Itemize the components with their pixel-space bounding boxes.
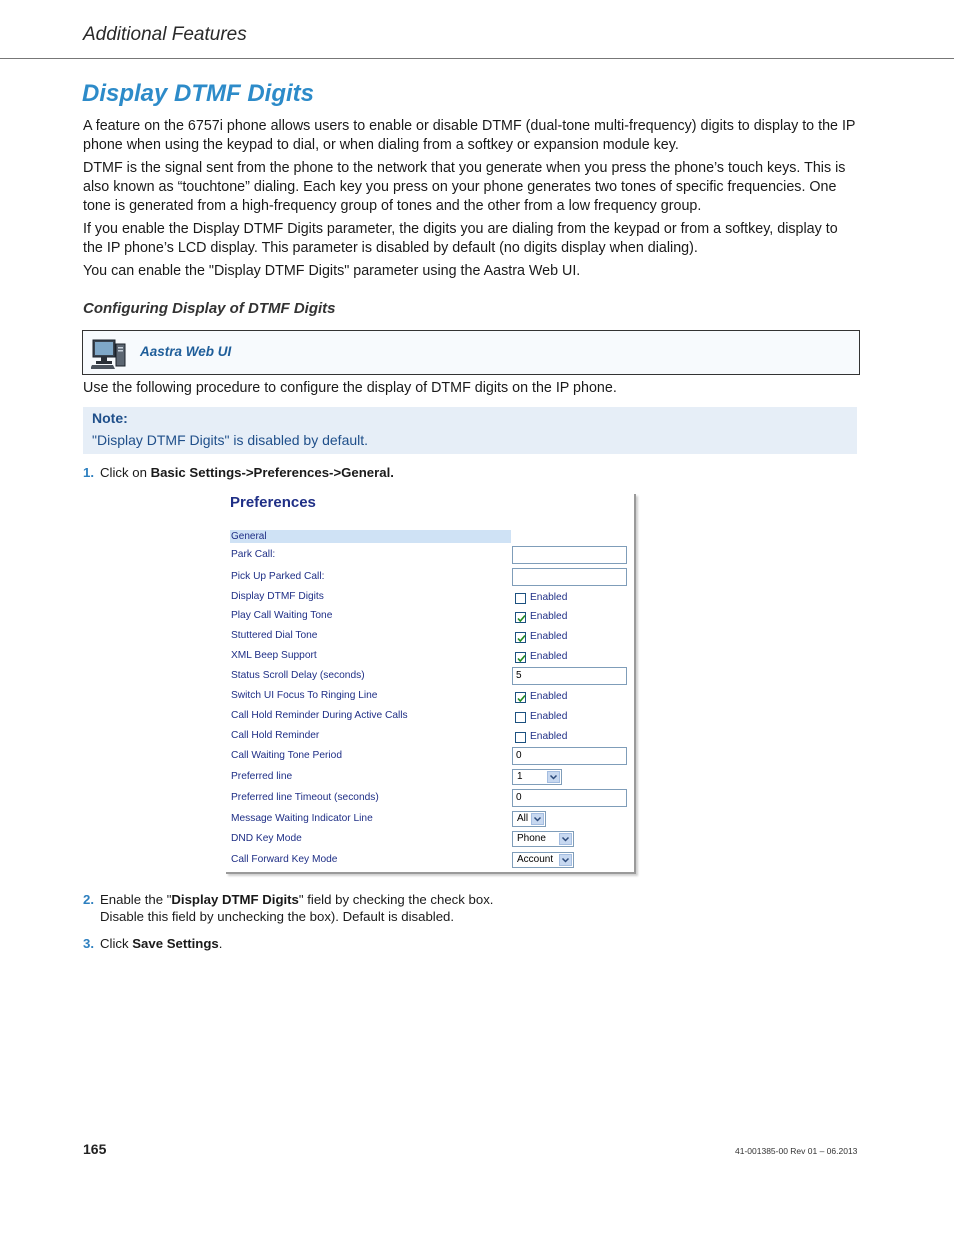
step-text-end: . bbox=[218, 936, 223, 951]
preference-checkbox[interactable] bbox=[515, 632, 526, 643]
preference-text-input[interactable]: 5 bbox=[512, 667, 627, 685]
page-number: 165 bbox=[83, 1141, 107, 1157]
paragraph: You can enable the "Display DTMF Digits" parameter using the Aastra Web UI. bbox=[83, 263, 581, 279]
preference-checkbox-label: Enabled bbox=[530, 731, 568, 742]
preference-checkbox-label: Enabled bbox=[530, 691, 568, 702]
preference-select[interactable] bbox=[512, 852, 574, 868]
preference-text-input[interactable] bbox=[512, 546, 627, 564]
preference-checkbox-label: Enabled bbox=[530, 631, 568, 642]
preferences-title: Preferences bbox=[230, 494, 316, 511]
note-title: Note: bbox=[92, 410, 128, 426]
document-id: 41-001385-00 Rev 01 – 06.2013 bbox=[735, 1146, 858, 1156]
web-ui-box bbox=[82, 330, 860, 375]
preference-checkbox-label: Enabled bbox=[530, 611, 568, 622]
paragraph: If you enable the Display DTMF Digits parameter, the digits you are dialing from the keypad or from a softkey, display to the IP phone’s LCD display. This parameter is disabled by default (no digits display when dialing). bbox=[83, 221, 838, 256]
preference-label: Message Waiting Indicator Line bbox=[231, 813, 373, 824]
preference-checkbox[interactable] bbox=[515, 712, 526, 723]
paragraph: A feature on the 6757i phone allows users to enable or disable DTMF (dual-tone multi-frequency) digits to display to the IP phone when using the keypad to dial, or when dialing from a softkey or expansion module key. bbox=[83, 118, 856, 153]
checkmark-icon bbox=[516, 633, 527, 644]
preference-checkbox[interactable] bbox=[515, 612, 526, 623]
web-ui-label: Aastra Web UI bbox=[140, 344, 232, 359]
preference-label: Status Scroll Delay (seconds) bbox=[231, 670, 365, 681]
step-text: Enable the " bbox=[100, 892, 172, 907]
preference-label: Pick Up Parked Call: bbox=[231, 571, 325, 582]
preference-select[interactable] bbox=[512, 769, 562, 785]
preference-select-value: All bbox=[517, 813, 529, 824]
step-emphasis: Display DTMF Digits bbox=[171, 892, 299, 907]
preference-checkbox[interactable] bbox=[515, 732, 526, 743]
preference-label: Switch UI Focus To Ringing Line bbox=[231, 690, 378, 701]
preference-label: Call Forward Key Mode bbox=[231, 854, 338, 865]
preference-checkbox[interactable] bbox=[515, 692, 526, 703]
sub-heading: Configuring Display of DTMF Digits bbox=[83, 300, 336, 317]
procedure-intro: Use the following procedure to configure the display of DTMF digits on the IP phone. bbox=[83, 380, 617, 396]
paragraph: DTMF is the signal sent from the phone to the network that you generate when you press the phone’s touch keys. This is also known as “touchtone” dialing. Each key you press on your phone generates two tones of specific frequencies. One tone is generated from a high-frequency group of tones and the other from a low frequency group. bbox=[83, 160, 846, 214]
preferences-section-general: General bbox=[230, 530, 511, 543]
preference-label: Call Hold Reminder bbox=[231, 730, 320, 741]
preference-select-value: Phone bbox=[517, 833, 546, 844]
step-emphasis: Basic Settings->Preferences->General. bbox=[150, 465, 394, 480]
step-text: Click on bbox=[100, 465, 151, 480]
preference-text-input[interactable]: 0 bbox=[512, 789, 627, 807]
preference-label: Preferred line bbox=[231, 771, 293, 782]
step-text: Click bbox=[100, 936, 133, 951]
note-box bbox=[83, 407, 857, 454]
chevron-down-icon[interactable] bbox=[559, 854, 572, 866]
preference-label: XML Beep Support bbox=[231, 650, 317, 661]
checkmark-icon bbox=[516, 653, 527, 664]
preference-label: Call Hold Reminder During Active Calls bbox=[231, 710, 408, 721]
preference-select-value: Account bbox=[517, 854, 554, 865]
checkmark-icon bbox=[516, 693, 527, 704]
preference-checkbox[interactable] bbox=[515, 652, 526, 663]
preference-label: Play Call Waiting Tone bbox=[231, 610, 333, 621]
header-divider bbox=[0, 58, 954, 59]
chevron-down-icon[interactable] bbox=[559, 833, 572, 845]
preference-label: Stuttered Dial Tone bbox=[231, 630, 318, 641]
preference-checkbox[interactable] bbox=[515, 593, 526, 604]
page-title: Display DTMF Digits bbox=[82, 80, 315, 107]
preference-label: Park Call: bbox=[231, 549, 276, 560]
preference-label: Display DTMF Digits bbox=[231, 591, 324, 602]
preference-label: DND Key Mode bbox=[231, 833, 302, 844]
step-number: 2. bbox=[83, 892, 94, 907]
step-emphasis: Save Settings bbox=[132, 936, 219, 951]
computer-icon bbox=[91, 336, 127, 370]
checkmark-icon bbox=[516, 613, 527, 624]
step-number: 1. bbox=[83, 465, 94, 480]
preference-text-input[interactable]: 0 bbox=[512, 747, 627, 765]
preference-select-value: 1 bbox=[517, 771, 523, 782]
note-text: "Display DTMF Digits" is disabled by default. bbox=[92, 432, 369, 448]
step-number: 3. bbox=[83, 936, 94, 951]
preference-select[interactable] bbox=[512, 831, 574, 847]
preferences-panel bbox=[226, 494, 636, 874]
preference-checkbox-label: Enabled bbox=[530, 711, 568, 722]
preference-label: Preferred line Timeout (seconds) bbox=[231, 792, 379, 803]
preference-checkbox-label: Enabled bbox=[530, 651, 568, 662]
chevron-down-icon[interactable] bbox=[547, 771, 560, 783]
preference-label: Call Waiting Tone Period bbox=[231, 750, 342, 761]
chevron-down-icon[interactable] bbox=[531, 813, 544, 825]
preference-text-input[interactable] bbox=[512, 568, 627, 586]
section-header: Additional Features bbox=[83, 24, 247, 45]
step-text-end: " field by checking the check box. bbox=[298, 892, 494, 907]
preference-checkbox-label: Enabled bbox=[530, 592, 568, 603]
preference-select[interactable] bbox=[512, 811, 546, 827]
step-text-line2: Disable this field by unchecking the box). Default is disabled. bbox=[100, 909, 455, 924]
